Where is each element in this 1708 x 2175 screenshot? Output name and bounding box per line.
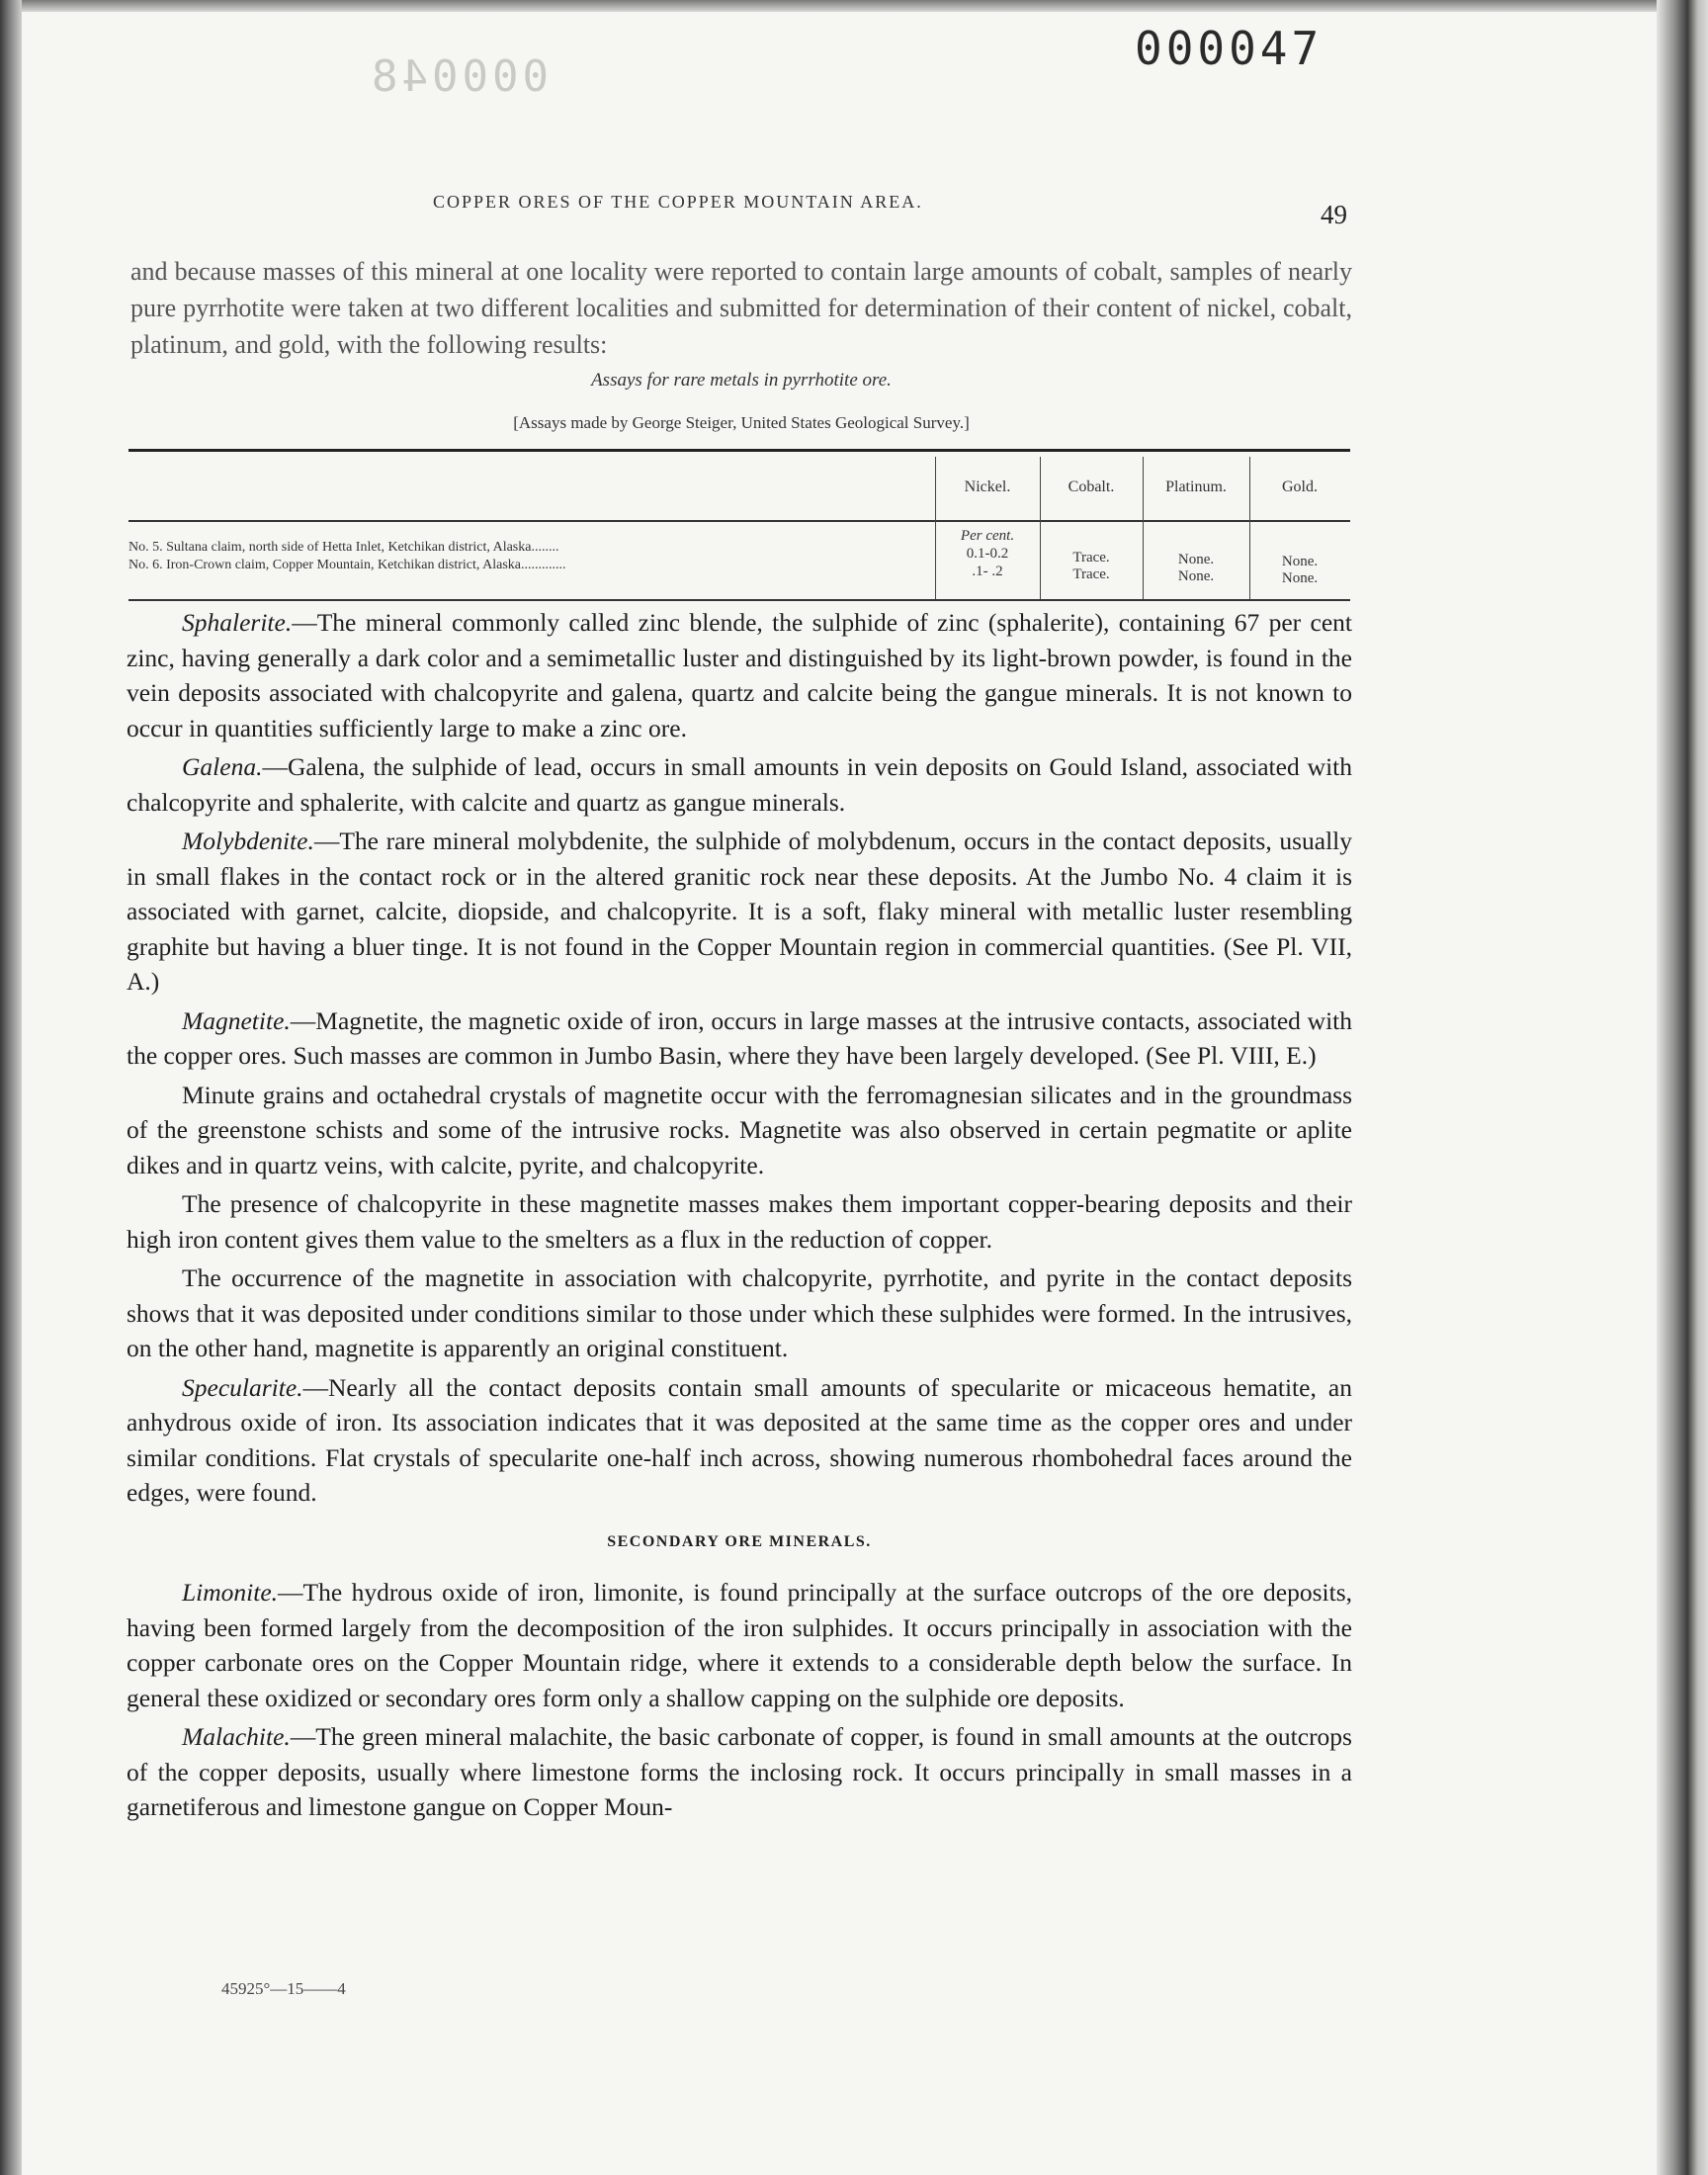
table-cell-platinum: None. [1177,552,1215,567]
paragraph-text: —Nearly all the contact deposits contain small amounts of specularite or micaceous hematite, an anhydrous oxide of iron. Its association indicates that it was deposited at the same time as the copper ores and under similar conditions. Flat crystals of specularite one-half inch across, showing numerous rhombohedral faces around the edges, were found. [127,1372,1352,1507]
scan-edge-right [1657,0,1708,2175]
paragraph-text: —The hydrous oxide of iron, limonite, is found principally at the surface outcrops of the ore deposits, having been formed largely from the decomposition of the iron sulphides. It occurs principally in association with the copper carbonate ores on the Copper Mountain ridge, where it extends to a considerable depth below the surface. In general these oxidized or secondary ores form only a shallow capping on the sulphide ore deposits. [127,1578,1352,1712]
scan-edge-left [0,0,22,2175]
body-text [127,605,1352,1829]
paragraph-text: —The mineral commonly called zinc blende, the sulphide of zinc (sphalerite), containing 67 per cent zinc, having generally a dark color and a semimetallic luster and distinguished by its light-brown powder, is found in the vein deposits associated with chalcopyrite and galena, quartz and calcite being the gangue minerals. It is not known to occur in quantities sufficiently large to make a zinc ore. [127,608,1352,742]
paragraph-limonite [127,1575,1352,1715]
paragraph-text: —The rare mineral molybdenite, the sulphide of molybdenum, occurs in the contact deposits, usually in small flakes in the contact rock or in the altered granitic rock near these deposits. At the Jumbo No. 4 claim it is associated with garnet, calcite, diopside, and chalcopyrite. It is a soft, flaky mineral with metallic luster resembling graphite but having a bluer tinge. It is not found in the Copper Mountain region in commercial quantities. (See Pl. VII, A.) [127,826,1352,996]
table-cell-gold: None. [1281,570,1319,586]
ghost-stamp: 000048 [368,51,549,102]
signature-mark: 45925°—15——4 [221,1979,346,1998]
intro-paragraph: and because masses of this mineral at one locality were reported to contain large amounts of cobalt, samples of nearly pure pyrrhotite were taken at two different localities and submitted for determination of their content of nickel, cobalt, platinum, and gold, with the following results: [130,257,1352,359]
paragraph-sphalerite [127,605,1352,745]
column-header-nickel: Nickel. [964,478,1011,495]
table-rule-bottom [128,599,1350,601]
assay-table [128,449,1350,603]
term-limonite: Limonite. [182,1578,279,1607]
paragraph-magnetite-occurrence: The occurrence of the magnetite in association with chalcopyrite, pyrrhotite, and pyrite in the contact deposits shows that it was deposited under conditions similar to those under which these sulphides were formed. In the intrusives, on the other hand, magnetite is apparently an original constituent. [127,1263,1352,1362]
paragraph-text: —The green mineral malachite, the basic carbonate of copper, is found in small amounts at the outcrops of the copper deposits, usually where limestone forms the inclosing rock. It occurs principally in small masses in a garnetiferous and limestone gangue on Copper Moun- [127,1722,1352,1821]
term-magnetite: Magnetite. [182,1005,291,1035]
column-header-platinum: Platinum. [1165,478,1227,495]
unit-label: Per cent. [960,528,1015,544]
term-malachite: Malachite. [182,1722,291,1751]
column-header-cobalt: Cobalt. [1068,478,1115,495]
table-cell-cobalt: Trace. [1072,550,1110,566]
table-rule-head [128,520,1350,522]
paragraph-malachite [127,1719,1352,1825]
table-rule-top [128,449,1350,452]
paragraph-magnetite-presence: The presence of chalcopyrite in these magnetite masses makes them important copper-bearing deposits and their high iron content gives them value to the smelters as a flux in the reduction of copper. [127,1189,1352,1254]
paragraph-magnetite [127,1003,1352,1074]
paragraph-specularite [127,1370,1352,1511]
page-stamp: 000047 [1135,22,1324,75]
table-cell-nickel: 0.1-0.2 [966,546,1009,562]
table-cell-gold: None. [1281,554,1319,569]
table-row-label: No. 5. Sultana claim, north side of Hetta Inlet, Ketchikan district, Alaska........ [128,540,559,555]
paragraph-text: —Magnetite, the magnetic oxide of iron, occurs in large masses at the intrusive contacts, associated with the copper ores. Such masses are common in Jumbo Basin, where they have been largely developed. (See Pl. VIII, E.) [127,1005,1352,1070]
table-cell-cobalt: Trace. [1072,566,1110,582]
section-heading: SECONDARY ORE MINERALS. [607,1532,872,1550]
paragraph-molybdenite [127,824,1352,1000]
table-cell-nickel: .1- .2 [972,564,1003,579]
column-header-gold: Gold. [1282,478,1318,495]
table-caption: Assays for rare metals in pyrrhotite ore. [591,370,892,391]
term-galena: Galena. [182,752,263,781]
paragraph-magnetite-grains: Minute grains and octahedral crystals of magnetite occur with the ferromagnesian silicates and in the groundmass of the greenstone schists and some of the intrusive rocks. Magnetite was also observed in certain pegmatite or aplite dikes and in quartz veins, with calcite, pyrite, and chalcopyrite. [127,1080,1352,1179]
term-molybdenite: Molybdenite. [182,826,314,855]
term-sphalerite: Sphalerite. [182,608,293,637]
table-row-label: No. 6. Iron-Crown claim, Copper Mountain, Ketchikan district, Alaska............. [128,558,566,572]
paragraph-galena [127,749,1352,820]
scan-edge-top [0,0,1708,12]
page-number: 49 [1321,200,1347,229]
term-specularite: Specularite. [182,1372,303,1402]
running-head: COPPER ORES OF THE COPPER MOUNTAIN AREA. [433,192,923,212]
table-source: [Assays made by George Steiger, United States Geological Survey.] [513,413,970,432]
table-cell-platinum: None. [1177,568,1215,584]
paragraph-text: —Galena, the sulphide of lead, occurs in small amounts in vein deposits on Gould Island, associated with chalcopyrite and sphalerite, with calcite and quartz as gangue minerals. [127,752,1352,817]
